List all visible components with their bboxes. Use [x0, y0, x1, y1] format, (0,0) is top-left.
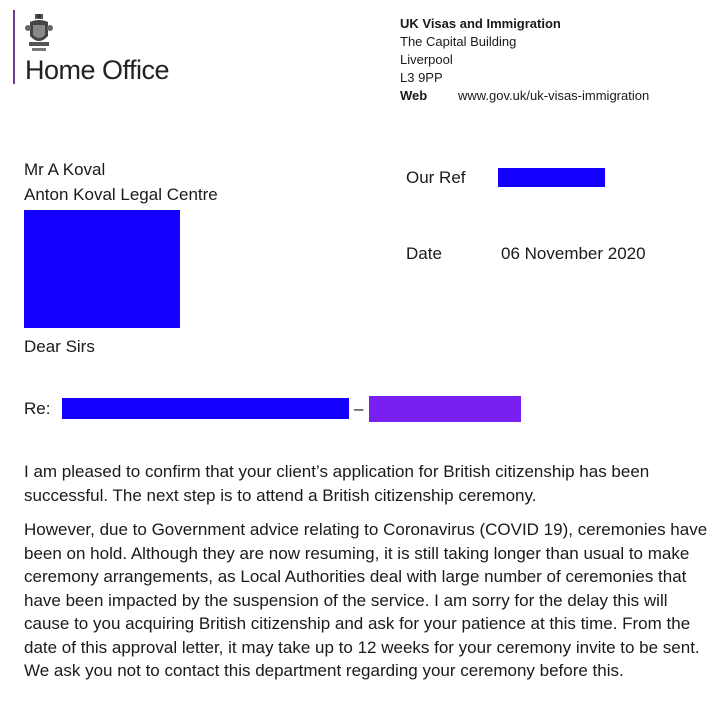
redacted-subject-reference — [369, 396, 521, 422]
address-line: The Capital Building — [400, 34, 517, 49]
recipient-name: Mr A Koval — [24, 160, 106, 179]
ref-label: Our Ref — [406, 168, 466, 187]
web-label: Web — [400, 88, 428, 103]
date-value: 06 November 2020 — [501, 244, 646, 263]
web-row — [400, 87, 649, 105]
subject-separator: – — [354, 399, 364, 418]
redacted-address-block — [24, 210, 180, 328]
body-paragraph: I am pleased to confirm that your client’s application for British citizenship has been successful. The next step is to attend a British citizenship ceremony. — [24, 462, 650, 505]
subject-label: Re: — [24, 399, 51, 418]
address-line: L3 9PP — [400, 70, 443, 85]
salutation: Dear Sirs — [24, 337, 95, 356]
redacted-subject-name — [62, 398, 349, 419]
royal-coat-of-arms-icon — [24, 12, 54, 56]
brand-rule — [13, 10, 15, 84]
date-label: Date — [406, 244, 442, 263]
address-line: Liverpool — [400, 52, 453, 67]
redacted-reference — [498, 168, 605, 187]
department-name: Home Office — [25, 55, 170, 85]
web-url: www.gov.uk/uk-visas-immigration — [458, 88, 650, 103]
body-paragraph: However, due to Government advice relating to Coronavirus (COVID 19), ceremonies have been on hold. Although they are now resuming, it is still taking longer than usual to make ceremony arrangements, as Local Authorities deal with large number of ceremonies that have been impacted by the suspension of the service. I am sorry for the delay this will cause to you acquiring British citizenship and ask for your patience at this time. From the date of this approval letter, it may take up to 12 weeks for your ceremony invite to be sent. We ask you not to contact this department regarding your ceremony before this. — [24, 520, 708, 680]
recipient-organisation: Anton Koval Legal Centre — [24, 185, 218, 204]
address-line: UK Visas and Immigration — [400, 16, 561, 31]
sender-address — [400, 15, 649, 105]
